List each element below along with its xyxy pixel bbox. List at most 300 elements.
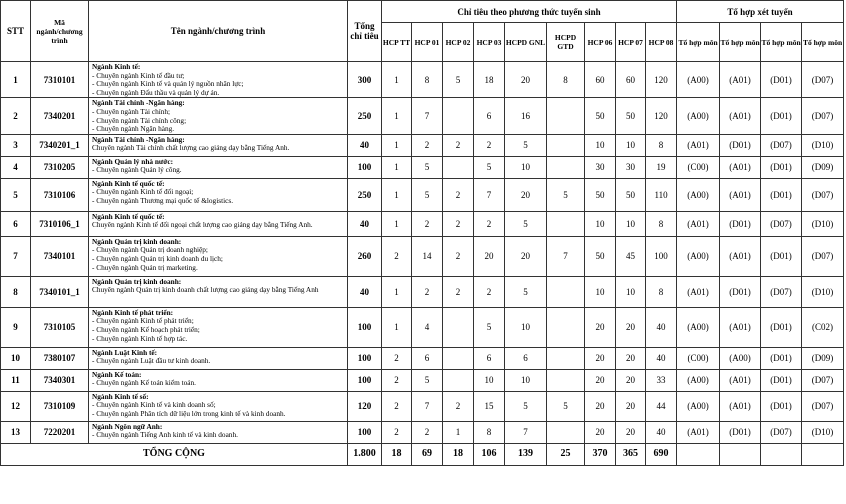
method-quota: 1 <box>382 307 412 347</box>
method-quota: 5 <box>474 307 505 347</box>
method-quota: 7 <box>412 391 443 421</box>
method-quota: 15 <box>474 391 505 421</box>
method-quota: 20 <box>585 391 616 421</box>
method-quota: 20 <box>585 421 616 443</box>
method-quota: 40 <box>646 347 677 369</box>
program-title: Ngành Kinh tế phát triển: <box>92 307 174 317</box>
subject-combo: (A00) <box>677 98 720 134</box>
method-quota: 8 <box>547 62 585 98</box>
subject-combo: (D01) <box>761 98 802 134</box>
method-total: 106 <box>474 443 505 465</box>
subject-combo: (C00) <box>677 347 720 369</box>
method-quota: 2 <box>474 134 505 156</box>
method-quota: 7 <box>474 178 505 211</box>
method-quota: 1 <box>382 178 412 211</box>
total-row <box>1 443 844 465</box>
program-specialization: - Chuyên ngành Kế toán kiểm toán. <box>92 378 196 388</box>
row-stt: 13 <box>1 421 31 443</box>
method-quota: 110 <box>646 178 677 211</box>
method-quota: 20 <box>585 347 616 369</box>
program-specialization: - Chuyên ngành Kế hoạch phát triển; <box>92 324 200 334</box>
row-stt: 1 <box>1 62 31 98</box>
method-quota: 5 <box>412 369 443 391</box>
subject-combo: (A00) <box>677 391 720 421</box>
program-title: Ngành Kinh tế số: <box>92 391 149 401</box>
row-stt: 7 <box>1 236 31 276</box>
row-stt: 5 <box>1 178 31 211</box>
method-quota: 100 <box>646 236 677 276</box>
method-quota: 6 <box>474 98 505 134</box>
header-method: HCP 08 <box>646 23 677 62</box>
method-quota: 120 <box>646 98 677 134</box>
method-quota: 20 <box>505 62 547 98</box>
row-stt: 12 <box>1 391 31 421</box>
subject-combo: (A00) <box>720 347 761 369</box>
subject-combo: (D01) <box>720 134 761 156</box>
table-row <box>1 62 844 98</box>
program-code: 7340101 <box>31 236 89 276</box>
method-quota: 1 <box>382 211 412 236</box>
program-title: Ngành Luật Kinh tế: <box>92 347 158 357</box>
method-quota: 20 <box>616 369 646 391</box>
subject-combo: (A00) <box>677 62 720 98</box>
program-title: Ngành Quản trị kinh doanh: <box>92 276 182 286</box>
grand-total: 1.800 <box>348 443 382 465</box>
subject-combo: (D01) <box>720 276 761 307</box>
method-quota <box>443 307 474 347</box>
program-code: 7340201 <box>31 98 89 134</box>
subject-combo: (A01) <box>677 134 720 156</box>
row-stt: 11 <box>1 369 31 391</box>
program-code: 7380107 <box>31 347 89 369</box>
method-quota: 8 <box>412 62 443 98</box>
subject-combo: (D07) <box>761 211 802 236</box>
subject-combo: (D10) <box>802 134 844 156</box>
subject-combo: (D07) <box>802 178 844 211</box>
method-quota <box>547 276 585 307</box>
header-combo: Tổ hợp môn <box>802 23 844 62</box>
method-quota: 10 <box>616 211 646 236</box>
program-specialization: - Chuyên ngành Tiếng Anh kinh tế và kinh doanh. <box>92 430 238 440</box>
header-method: HCP 02 <box>443 23 474 62</box>
method-quota <box>443 156 474 178</box>
table-row <box>1 421 844 443</box>
total-label: TỔNG CỘNG <box>1 443 348 465</box>
program-name <box>89 236 348 276</box>
method-quota: 30 <box>585 156 616 178</box>
method-quota <box>443 369 474 391</box>
method-quota: 20 <box>616 347 646 369</box>
method-quota: 10 <box>616 276 646 307</box>
subject-combo: (A00) <box>677 307 720 347</box>
header-combo: Tổ hợp môn <box>720 23 761 62</box>
method-total: 25 <box>547 443 585 465</box>
method-quota: 7 <box>412 98 443 134</box>
program-specialization: Chuyên ngành Kinh tế đối ngoại chất lượng cao giảng dạy bằng Tiếng Anh. <box>92 220 313 230</box>
subject-combo: (D09) <box>802 347 844 369</box>
program-specialization: - Chuyên ngành Kinh tế đầu tư; <box>92 70 185 80</box>
program-specialization: - Chuyên ngành Quản trị marketing. <box>92 262 198 272</box>
program-name <box>89 178 348 211</box>
header-method: HCP 01 <box>412 23 443 62</box>
program-title: Ngành Tài chính -Ngân hàng: <box>92 134 185 144</box>
method-total: 18 <box>443 443 474 465</box>
method-quota: 5 <box>505 134 547 156</box>
table-row <box>1 134 844 156</box>
empty-cell <box>720 443 761 465</box>
header-code: Mã ngành/chương trình <box>31 1 89 62</box>
program-specialization: - Chuyên ngành Kinh tế phát triển; <box>92 316 194 326</box>
subject-combo: (A01) <box>720 62 761 98</box>
program-name <box>89 211 348 236</box>
subject-combo: (D01) <box>761 391 802 421</box>
subject-combo: (A01) <box>720 98 761 134</box>
method-quota: 10 <box>505 156 547 178</box>
program-specialization: - Chuyên ngành Ngân hàng. <box>92 124 175 134</box>
header-stt: STT <box>1 1 31 62</box>
method-quota: 8 <box>646 211 677 236</box>
header-name: Tên ngành/chương trình <box>89 1 348 62</box>
method-quota: 5 <box>505 391 547 421</box>
method-quota: 5 <box>505 211 547 236</box>
method-quota: 2 <box>443 276 474 307</box>
total-quota: 40 <box>348 276 382 307</box>
program-code: 7340201_1 <box>31 134 89 156</box>
program-code: 7340101_1 <box>31 276 89 307</box>
method-quota: 5 <box>412 156 443 178</box>
method-quota: 20 <box>585 307 616 347</box>
total-quota: 100 <box>348 421 382 443</box>
total-quota: 40 <box>348 134 382 156</box>
program-title: Ngành Kinh tế: <box>92 62 141 71</box>
method-quota: 60 <box>616 62 646 98</box>
program-name <box>89 134 348 156</box>
total-quota: 100 <box>348 369 382 391</box>
method-quota: 8 <box>646 134 677 156</box>
method-quota: 10 <box>505 369 547 391</box>
header-method: HCP 06 <box>585 23 616 62</box>
method-total: 365 <box>616 443 646 465</box>
subject-combo: (D09) <box>802 156 844 178</box>
subject-combo: (D07) <box>802 62 844 98</box>
program-title: Ngành Quản lý nhà nước: <box>92 156 174 166</box>
method-quota: 2 <box>443 211 474 236</box>
method-quota: 5 <box>547 178 585 211</box>
subject-combo: (C00) <box>677 156 720 178</box>
program-name <box>89 391 348 421</box>
program-name <box>89 276 348 307</box>
method-quota: 1 <box>382 156 412 178</box>
method-quota: 2 <box>474 276 505 307</box>
subject-combo: (A01) <box>720 391 761 421</box>
program-title: Ngành Tài chính -Ngân hàng: <box>92 98 185 108</box>
method-quota: 20 <box>616 391 646 421</box>
method-quota <box>547 156 585 178</box>
program-code: 7310106_1 <box>31 211 89 236</box>
program-specialization: - Chuyên ngành Luật đầu tư kinh doanh. <box>92 356 211 366</box>
method-total: 69 <box>412 443 443 465</box>
header-combo: Tổ hợp môn <box>677 23 720 62</box>
program-code: 7310106 <box>31 178 89 211</box>
subject-combo: (D01) <box>761 369 802 391</box>
subject-combo: (D01) <box>761 156 802 178</box>
method-total: 370 <box>585 443 616 465</box>
program-code: 7220201 <box>31 421 89 443</box>
row-stt: 10 <box>1 347 31 369</box>
subject-combo: (D01) <box>761 307 802 347</box>
subject-combo: (D01) <box>761 347 802 369</box>
method-quota: 19 <box>646 156 677 178</box>
total-quota: 300 <box>348 62 382 98</box>
program-title: Ngành Kế toán: <box>92 369 142 379</box>
total-quota: 100 <box>348 156 382 178</box>
method-total: 139 <box>505 443 547 465</box>
program-specialization: - Chuyên ngành Đấu thầu và quản lý dự án. <box>92 87 220 97</box>
subject-combo: (C02) <box>802 307 844 347</box>
method-quota: 1 <box>382 98 412 134</box>
method-quota: 120 <box>646 62 677 98</box>
total-quota: 100 <box>348 307 382 347</box>
program-specialization: - Chuyên ngành Tài chính công; <box>92 115 187 125</box>
header-total: Tổng chỉ tiêu <box>348 1 382 62</box>
method-quota: 6 <box>505 347 547 369</box>
program-specialization: - Chuyên ngành Quản lý công. <box>92 165 182 175</box>
method-quota <box>547 211 585 236</box>
subject-combo: (A01) <box>720 236 761 276</box>
table-row <box>1 98 844 134</box>
empty-cell <box>677 443 720 465</box>
subject-combo: (D07) <box>761 421 802 443</box>
method-quota <box>547 369 585 391</box>
method-quota: 45 <box>616 236 646 276</box>
header-method: HCP 07 <box>616 23 646 62</box>
program-specialization: - Chuyên ngành Kinh tế đối ngoại; <box>92 187 194 197</box>
row-stt: 4 <box>1 156 31 178</box>
method-quota: 2 <box>382 236 412 276</box>
method-quota: 20 <box>616 421 646 443</box>
method-quota: 40 <box>646 307 677 347</box>
method-quota: 44 <box>646 391 677 421</box>
program-specialization: - Chuyên ngành Kinh tế và kinh doanh số; <box>92 400 216 410</box>
method-quota <box>443 347 474 369</box>
row-stt: 8 <box>1 276 31 307</box>
program-specialization: - Chuyên ngành Thương mại quốc tế &logistics. <box>92 195 234 205</box>
subject-combo: (D07) <box>802 98 844 134</box>
program-specialization: Chuyên ngành Quản trị kinh doanh chất lượng cao giảng dạy bằng Tiếng Anh <box>92 285 319 295</box>
method-quota <box>443 98 474 134</box>
method-quota: 20 <box>616 307 646 347</box>
table-row <box>1 178 844 211</box>
total-quota: 120 <box>348 391 382 421</box>
method-quota <box>547 421 585 443</box>
program-name <box>89 98 348 134</box>
total-quota: 40 <box>348 211 382 236</box>
subject-combo: (D01) <box>761 236 802 276</box>
program-specialization: Chuyên ngành Tài chính chất lượng cao giảng dạy bằng Tiếng Anh. <box>92 143 290 153</box>
header-method: HCP TT <box>382 23 412 62</box>
method-quota: 8 <box>474 421 505 443</box>
method-quota: 40 <box>646 421 677 443</box>
method-quota: 30 <box>616 156 646 178</box>
row-stt: 9 <box>1 307 31 347</box>
header-combo: Tổ hợp môn <box>761 23 802 62</box>
method-quota: 5 <box>505 276 547 307</box>
method-quota: 20 <box>585 369 616 391</box>
subject-combo: (D10) <box>802 421 844 443</box>
method-quota: 2 <box>382 347 412 369</box>
table-row <box>1 236 844 276</box>
program-specialization: - Chuyên ngành Kinh tế hợp tác. <box>92 333 188 343</box>
method-quota: 8 <box>646 276 677 307</box>
subject-combo: (D01) <box>720 421 761 443</box>
table-row <box>1 391 844 421</box>
method-quota: 2 <box>412 421 443 443</box>
method-quota: 10 <box>505 307 547 347</box>
subject-combo: (A01) <box>720 178 761 211</box>
method-quota: 50 <box>616 178 646 211</box>
method-quota: 5 <box>547 391 585 421</box>
method-quota <box>547 307 585 347</box>
subject-combo: (D01) <box>761 178 802 211</box>
subject-combo: (A01) <box>677 211 720 236</box>
program-code: 7340301 <box>31 369 89 391</box>
empty-cell <box>802 443 844 465</box>
header-quota-group: Chỉ tiêu theo phương thức tuyển sinh <box>382 1 677 23</box>
method-quota: 50 <box>616 98 646 134</box>
header-combo-group: Tổ hợp xét tuyển <box>677 1 844 23</box>
subject-combo: (A00) <box>677 236 720 276</box>
subject-combo: (D07) <box>761 134 802 156</box>
method-quota: 2 <box>412 211 443 236</box>
method-quota: 7 <box>547 236 585 276</box>
subject-combo: (A01) <box>720 307 761 347</box>
method-quota: 2 <box>382 391 412 421</box>
row-stt: 2 <box>1 98 31 134</box>
subject-combo: (D10) <box>802 211 844 236</box>
method-quota: 10 <box>585 276 616 307</box>
program-specialization: - Chuyên ngành Quản trị doanh nghiệp; <box>92 245 208 255</box>
method-quota: 2 <box>412 134 443 156</box>
total-quota: 100 <box>348 347 382 369</box>
program-title: Ngành Kinh tế quốc tế: <box>92 178 165 188</box>
method-quota: 2 <box>443 178 474 211</box>
method-quota: 20 <box>474 236 505 276</box>
program-code: 7310101 <box>31 62 89 98</box>
program-specialization: - Chuyên ngành Tài chính; <box>92 106 171 116</box>
method-quota: 50 <box>585 236 616 276</box>
method-quota: 5 <box>474 156 505 178</box>
subject-combo: (D07) <box>761 276 802 307</box>
method-quota: 50 <box>585 98 616 134</box>
method-quota: 2 <box>382 369 412 391</box>
method-quota <box>547 134 585 156</box>
table-row <box>1 347 844 369</box>
subject-combo: (D07) <box>802 236 844 276</box>
method-quota <box>547 98 585 134</box>
subject-combo: (A01) <box>677 421 720 443</box>
subject-combo: (A01) <box>720 156 761 178</box>
program-code: 7310205 <box>31 156 89 178</box>
table-row <box>1 156 844 178</box>
program-code: 7310109 <box>31 391 89 421</box>
program-name <box>89 347 348 369</box>
subject-combo: (A01) <box>677 276 720 307</box>
program-name <box>89 307 348 347</box>
header-method: HCPD GNL <box>505 23 547 62</box>
method-quota: 5 <box>443 62 474 98</box>
total-quota: 250 <box>348 98 382 134</box>
method-quota: 60 <box>585 62 616 98</box>
program-name <box>89 421 348 443</box>
method-quota: 10 <box>585 134 616 156</box>
method-quota: 7 <box>505 421 547 443</box>
program-code: 7310105 <box>31 307 89 347</box>
program-title: Ngành Quản trị kinh doanh: <box>92 236 182 246</box>
method-total: 18 <box>382 443 412 465</box>
subject-combo: (D10) <box>802 276 844 307</box>
row-stt: 3 <box>1 134 31 156</box>
method-quota: 5 <box>412 178 443 211</box>
program-specialization: - Chuyên ngành Phân tích dữ liệu lớn trong kinh tế và kinh doanh. <box>92 408 286 418</box>
table-row <box>1 211 844 236</box>
subject-combo: (D01) <box>761 62 802 98</box>
method-quota: 16 <box>505 98 547 134</box>
table-row <box>1 276 844 307</box>
program-title: Ngành Ngôn ngữ Anh: <box>92 421 163 431</box>
method-quota: 6 <box>412 347 443 369</box>
method-quota: 33 <box>646 369 677 391</box>
subject-combo: (D07) <box>802 369 844 391</box>
method-quota: 1 <box>382 62 412 98</box>
header-method: HCPD GTD <box>547 23 585 62</box>
method-quota: 2 <box>474 211 505 236</box>
method-quota: 1 <box>443 421 474 443</box>
subject-combo: (A00) <box>677 369 720 391</box>
method-quota: 18 <box>474 62 505 98</box>
method-quota: 50 <box>585 178 616 211</box>
method-quota: 20 <box>505 236 547 276</box>
method-total: 690 <box>646 443 677 465</box>
program-specialization: - Chuyên ngành Kinh tế và quản lý nguồn nhân lực; <box>92 79 244 89</box>
total-quota: 260 <box>348 236 382 276</box>
method-quota: 20 <box>505 178 547 211</box>
program-specialization: - Chuyên ngành Quản trị kinh doanh du lịch; <box>92 253 223 263</box>
method-quota <box>547 347 585 369</box>
method-quota: 2 <box>382 421 412 443</box>
empty-cell <box>761 443 802 465</box>
table-row <box>1 369 844 391</box>
header-method: HCP 03 <box>474 23 505 62</box>
program-name <box>89 62 348 98</box>
method-quota: 10 <box>585 211 616 236</box>
row-stt: 6 <box>1 211 31 236</box>
subject-combo: (D07) <box>802 391 844 421</box>
program-title: Ngành Kinh tế quốc tế: <box>92 211 165 221</box>
method-quota: 1 <box>382 276 412 307</box>
method-quota: 2 <box>443 236 474 276</box>
method-quota: 2 <box>412 276 443 307</box>
method-quota: 14 <box>412 236 443 276</box>
table-row <box>1 307 844 347</box>
program-name <box>89 369 348 391</box>
method-quota: 10 <box>474 369 505 391</box>
method-quota: 10 <box>616 134 646 156</box>
method-quota: 1 <box>382 134 412 156</box>
method-quota: 4 <box>412 307 443 347</box>
subject-combo: (A00) <box>677 178 720 211</box>
program-name <box>89 156 348 178</box>
method-quota: 6 <box>474 347 505 369</box>
